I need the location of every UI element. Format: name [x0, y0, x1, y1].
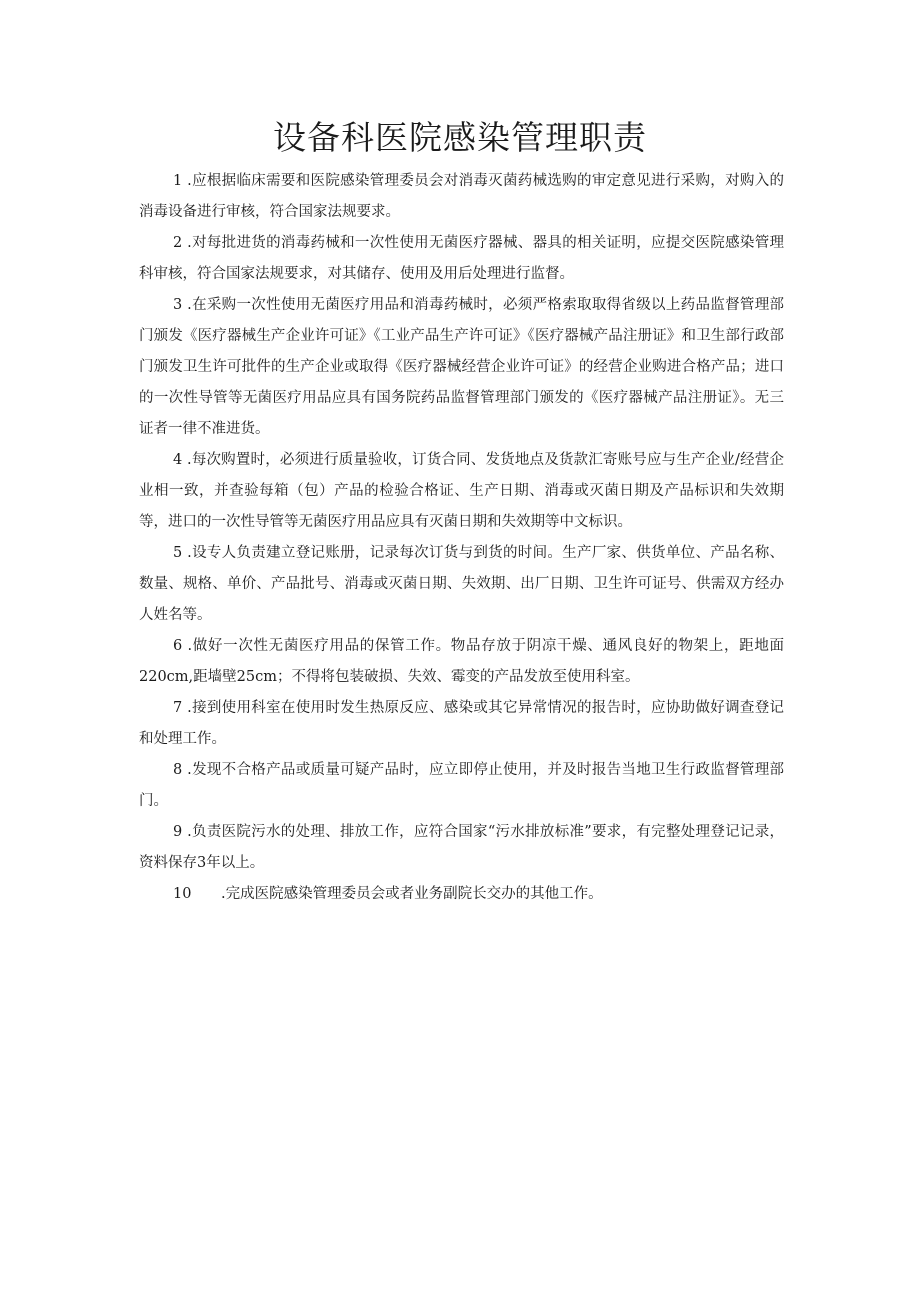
- duty-item-6: [139, 631, 784, 693]
- duty-item-2: [139, 228, 784, 290]
- duty-item-4: [139, 445, 784, 538]
- item-text: .接到使用科室在使用时发生热原反应、感染或其它异常情况的报告时，应协助做好调查登记和处理工作。: [139, 700, 784, 747]
- item-text: .负责医院污水的处理、排放工作，应符合国家“污水排放标准”要求，有完整处理登记记录，资料保存3年以上。: [139, 824, 784, 871]
- item-number: 9: [173, 824, 183, 840]
- item-number: 2: [173, 235, 183, 251]
- duty-item-8: [139, 755, 784, 817]
- duty-item-10: [139, 879, 784, 910]
- item-number: 5: [173, 545, 183, 561]
- duty-item-1: [139, 166, 784, 228]
- item-text: .设专人负责建立登记账册，记录每次订货与到货的时间。生产厂家、供货单位、产品名称、数量、规格、单价、产品批号、消毒或灭菌日期、失效期、出厂日期、卫生许可证号、供需双方经办人姓名等。: [139, 545, 784, 623]
- item-text: .做好一次性无菌医疗用品的保管工作。物品存放于阴凉干燥、通风良好的物架上，距地面220cm,距墙壁25cm；不得将包装破损、失效、霉变的产品发放至使用科室。: [139, 638, 784, 685]
- duty-item-3: [139, 290, 784, 445]
- item-number: 8: [173, 762, 183, 778]
- item-text: .应根据临床需要和医院感染管理委员会对消毒灭菌药械选购的审定意见进行采购，对购入的消毒设备进行审核，符合国家法规要求。: [139, 173, 784, 220]
- item-text: .完成医院感染管理委员会或者业务副院长交办的其他工作。: [221, 886, 603, 902]
- duty-item-7: [139, 693, 784, 755]
- item-text: .对每批进货的消毒药械和一次性使用无菌医疗器械、器具的相关证明，应提交医院感染管理科审核，符合国家法规要求，对其储存、使用及用后处理进行监督。: [139, 235, 784, 282]
- duty-item-9: [139, 817, 784, 879]
- item-text: .在采购一次性使用无菌医疗用品和消毒药械时，必须严格索取取得省级以上药品监督管理部门颁发《医疗器械生产企业许可证》《工业产品生产许可证》《医疗器械产品注册证》和卫生部行政部门颁发卫生许可批件的生产企业或取得《医疗器械经营企业许可证》的经营企业购进合格产品；进口的一次性导管等无菌医疗用品应具有国务院药品监督管理部门颁发的《医疗器械产品注册证》。无三证者一律不准进货。: [139, 297, 784, 437]
- duty-list: [139, 166, 784, 910]
- item-text: .发现不合格产品或质量可疑产品时，应立即停止使用，并及时报告当地卫生行政监督管理部门。: [139, 762, 784, 809]
- page-title: 设备科医院感染管理职责: [273, 118, 647, 157]
- item-number: 1: [173, 173, 183, 189]
- item-text: .每次购置时，必须进行质量验收，订货合同、发货地点及货款汇寄账号应与生产企业/经营企业相一致，并查验每箱（包）产品的检验合格证、生产日期、消毒或灭菌日期及产品标识和失效期等，进口的一次性导管等无菌医疗用品应具有灭菌日期和失效期等中文标识。: [139, 452, 784, 530]
- item-number: 3: [173, 297, 183, 313]
- duty-item-5: [139, 538, 784, 631]
- item-number: 4: [173, 452, 183, 468]
- item-number: 7: [173, 700, 183, 716]
- item-number: 10: [173, 886, 192, 902]
- item-number: 6: [173, 638, 183, 654]
